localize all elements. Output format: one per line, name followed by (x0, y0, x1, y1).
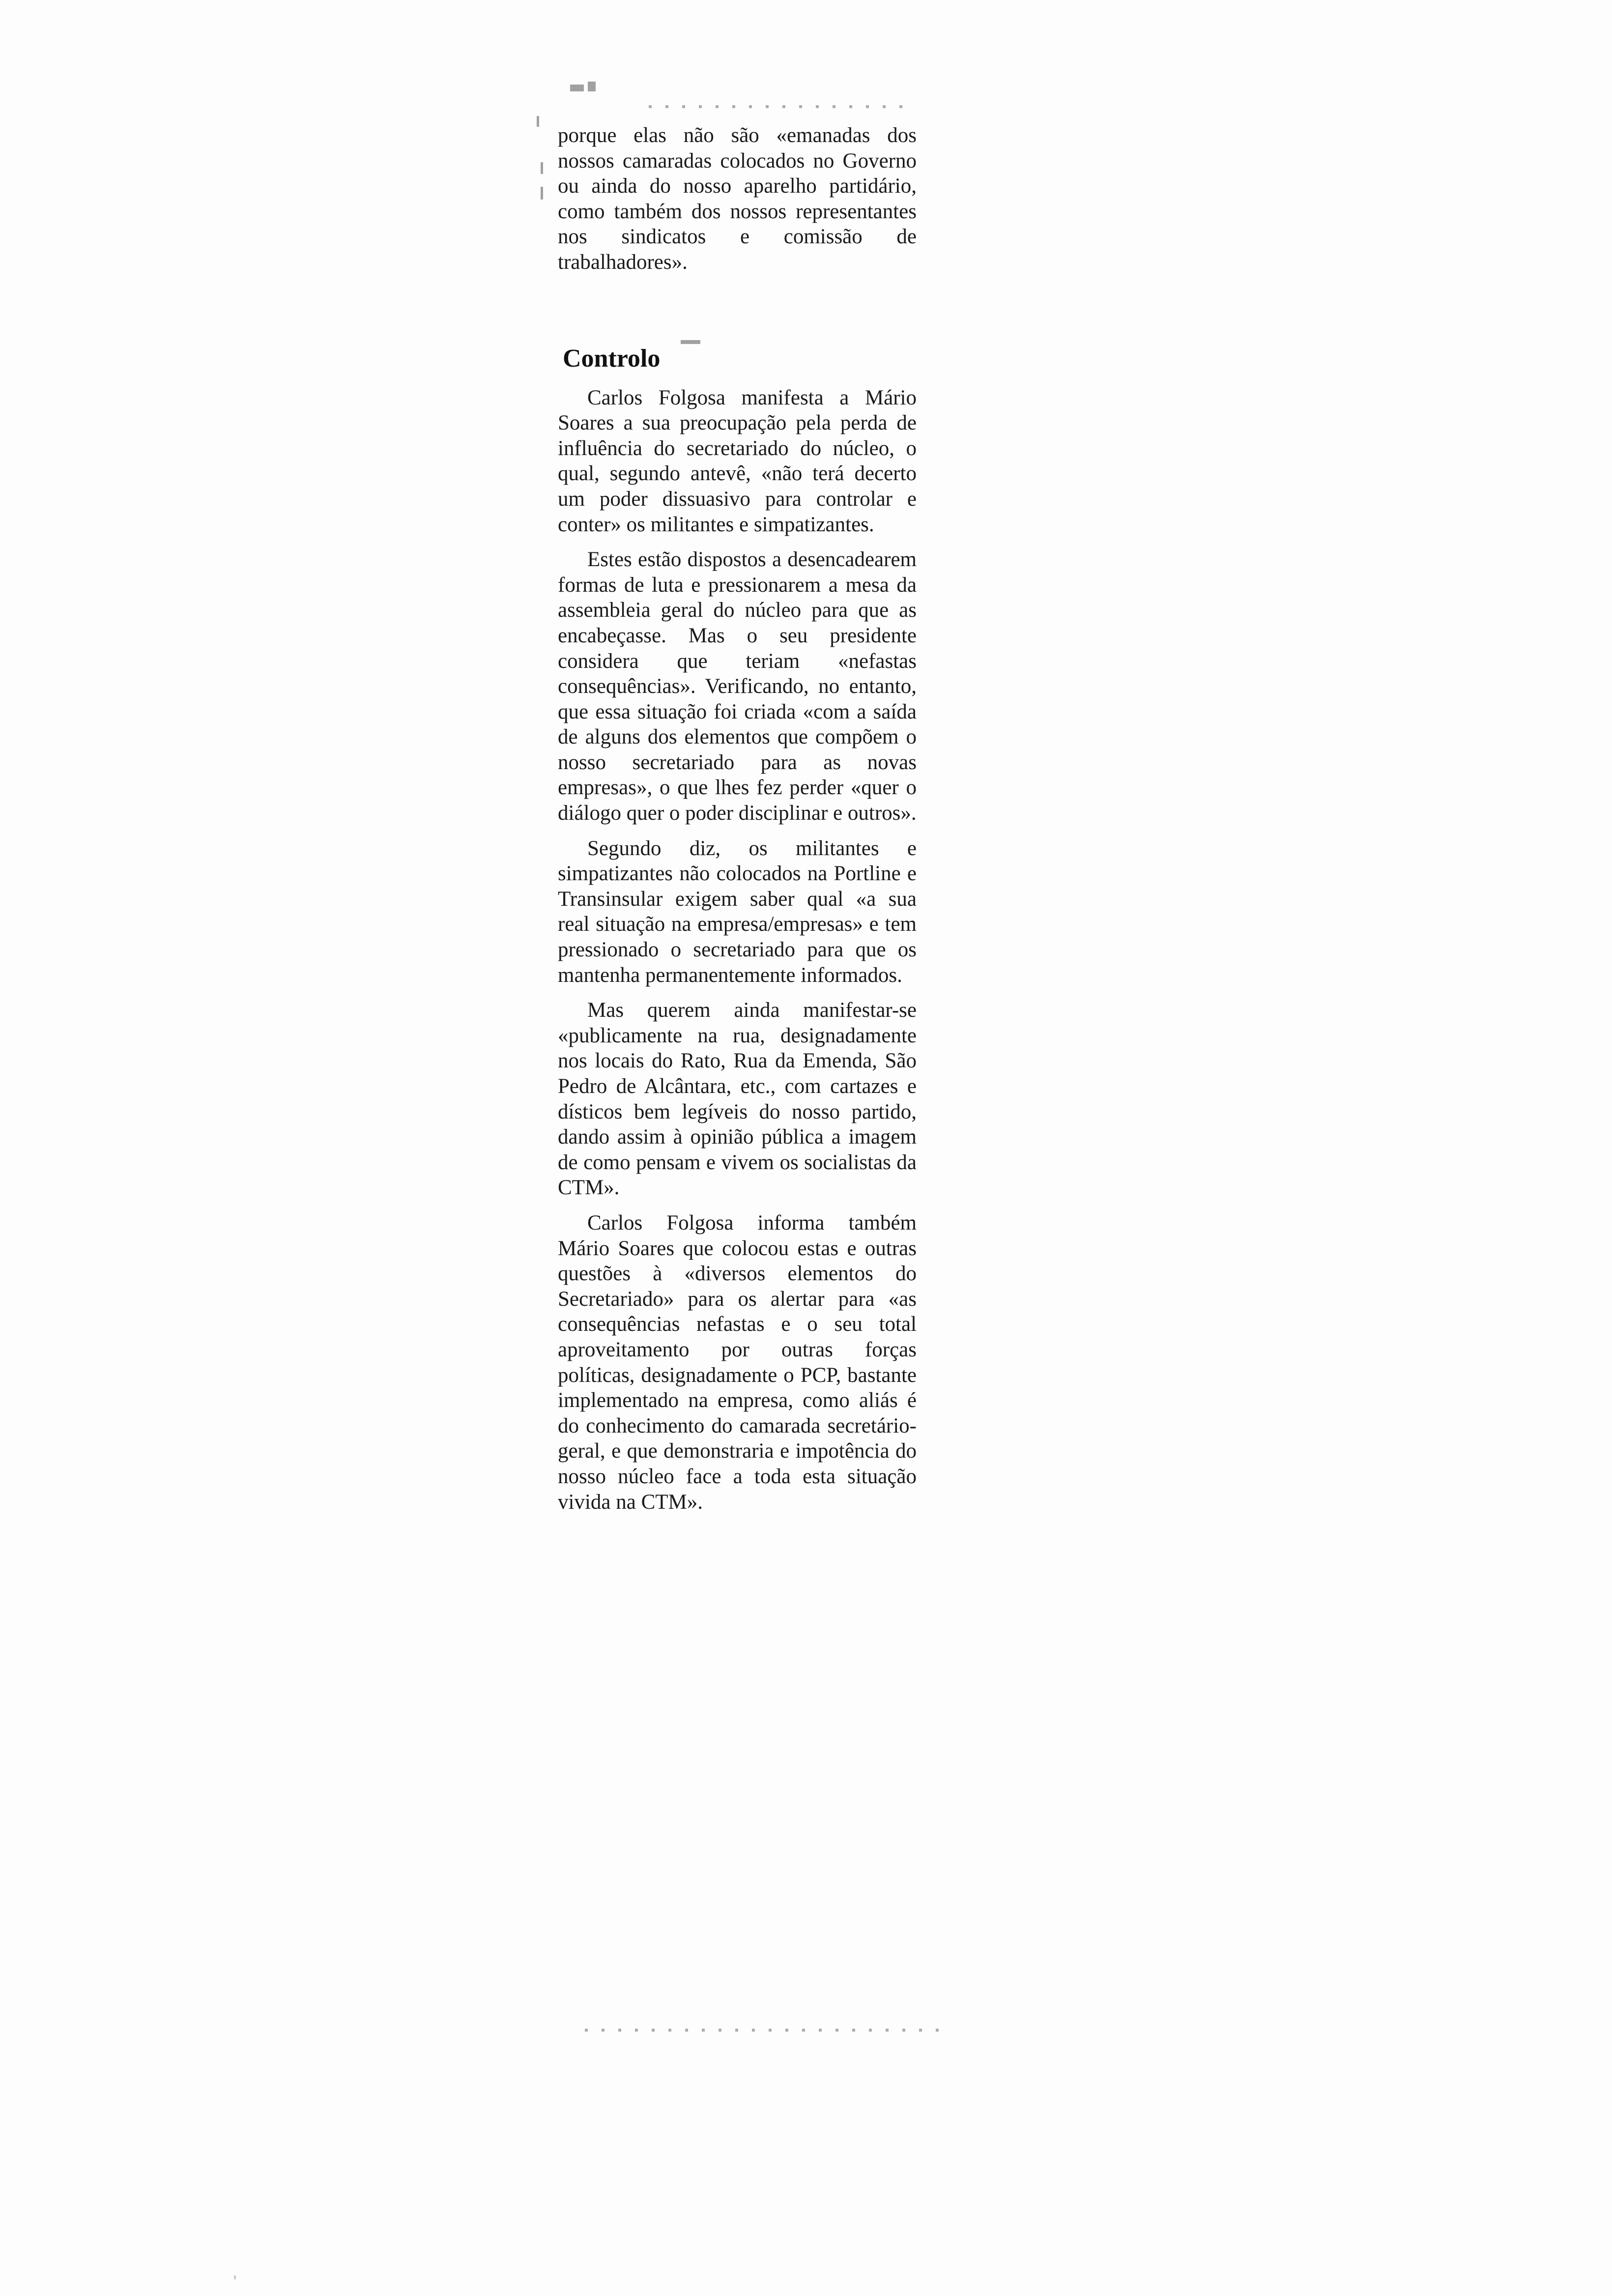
article-paragraph-intro: porque elas não são «emanadas dos nossos camaradas colocados no Governo ou ainda do nosso aparelho partidário, como também dos nossos representantes nos sindicatos e comissão de trabalhadores». (558, 124, 917, 274)
scan-mark (570, 85, 584, 91)
scan-mark (537, 116, 539, 127)
article-paragraph: Mas querem ainda manifestar-se «publicamente na rua, designadamente nos locais do Rato, Rua da Emenda, São Pedro de Alcântara, etc., com cartazes e dísticos bem legíveis do nosso partido, dando assim à opinião pública a imagem de como pensam e vivem os socialistas da CTM». (558, 999, 917, 1200)
scan-mark (541, 187, 543, 200)
article-paragraph: Estes estão dispostos a desencadearem formas de luta e pressionarem a mesa da assembleia geral do núcleo para que as encabeçasse. Mas o seu presidente considera que teriam «nefastas consequências». Verificando, no entanto, que essa situação foi criada «com a saída de alguns dos elementos que compõem o nosso secretariado para as novas empresas», o que lhes fez perder «quer o diálogo quer o poder disciplinar e outros». (558, 548, 917, 825)
scan-mark (588, 82, 596, 91)
scan-mark (234, 2275, 236, 2279)
article-paragraph: Segundo diz, os militantes e simpatizantes não colocados na Portline e Transinsular exigem saber qual «a sua real situação na empresa/empresas» e tem pressionado o secretariado para que os mantenha permanentemente informados. (558, 836, 917, 987)
article-paragraph: Carlos Folgosa manifesta a Mário Soares a sua preocupação pela perda de influência do secretariado do núcleo, o qual, segundo antevê, «não terá decerto um poder dissuasivo para controlar e conter» os militantes e simpatizantes. (558, 386, 917, 536)
article-column (558, 123, 917, 1515)
article-subhead: Controlo (563, 344, 661, 373)
article-paragraph: Carlos Folgosa informa também Mário Soares que colocou estas e outras questões à «diversos elementos do Secretariado» para os alertar para «as consequências nefastas e o seu total aproveitamento por outras forças políticas, designadamente o PCP, bastante implementado na empresa, como aliás é do conhecimento do camarada secretário-geral, e que demonstraria e impotência do nosso núcleo face a toda esta situação vivida na CTM». (558, 1211, 917, 1514)
scan-specks (585, 2029, 939, 2032)
scan-mark (541, 162, 543, 174)
scan-specks (649, 105, 904, 108)
